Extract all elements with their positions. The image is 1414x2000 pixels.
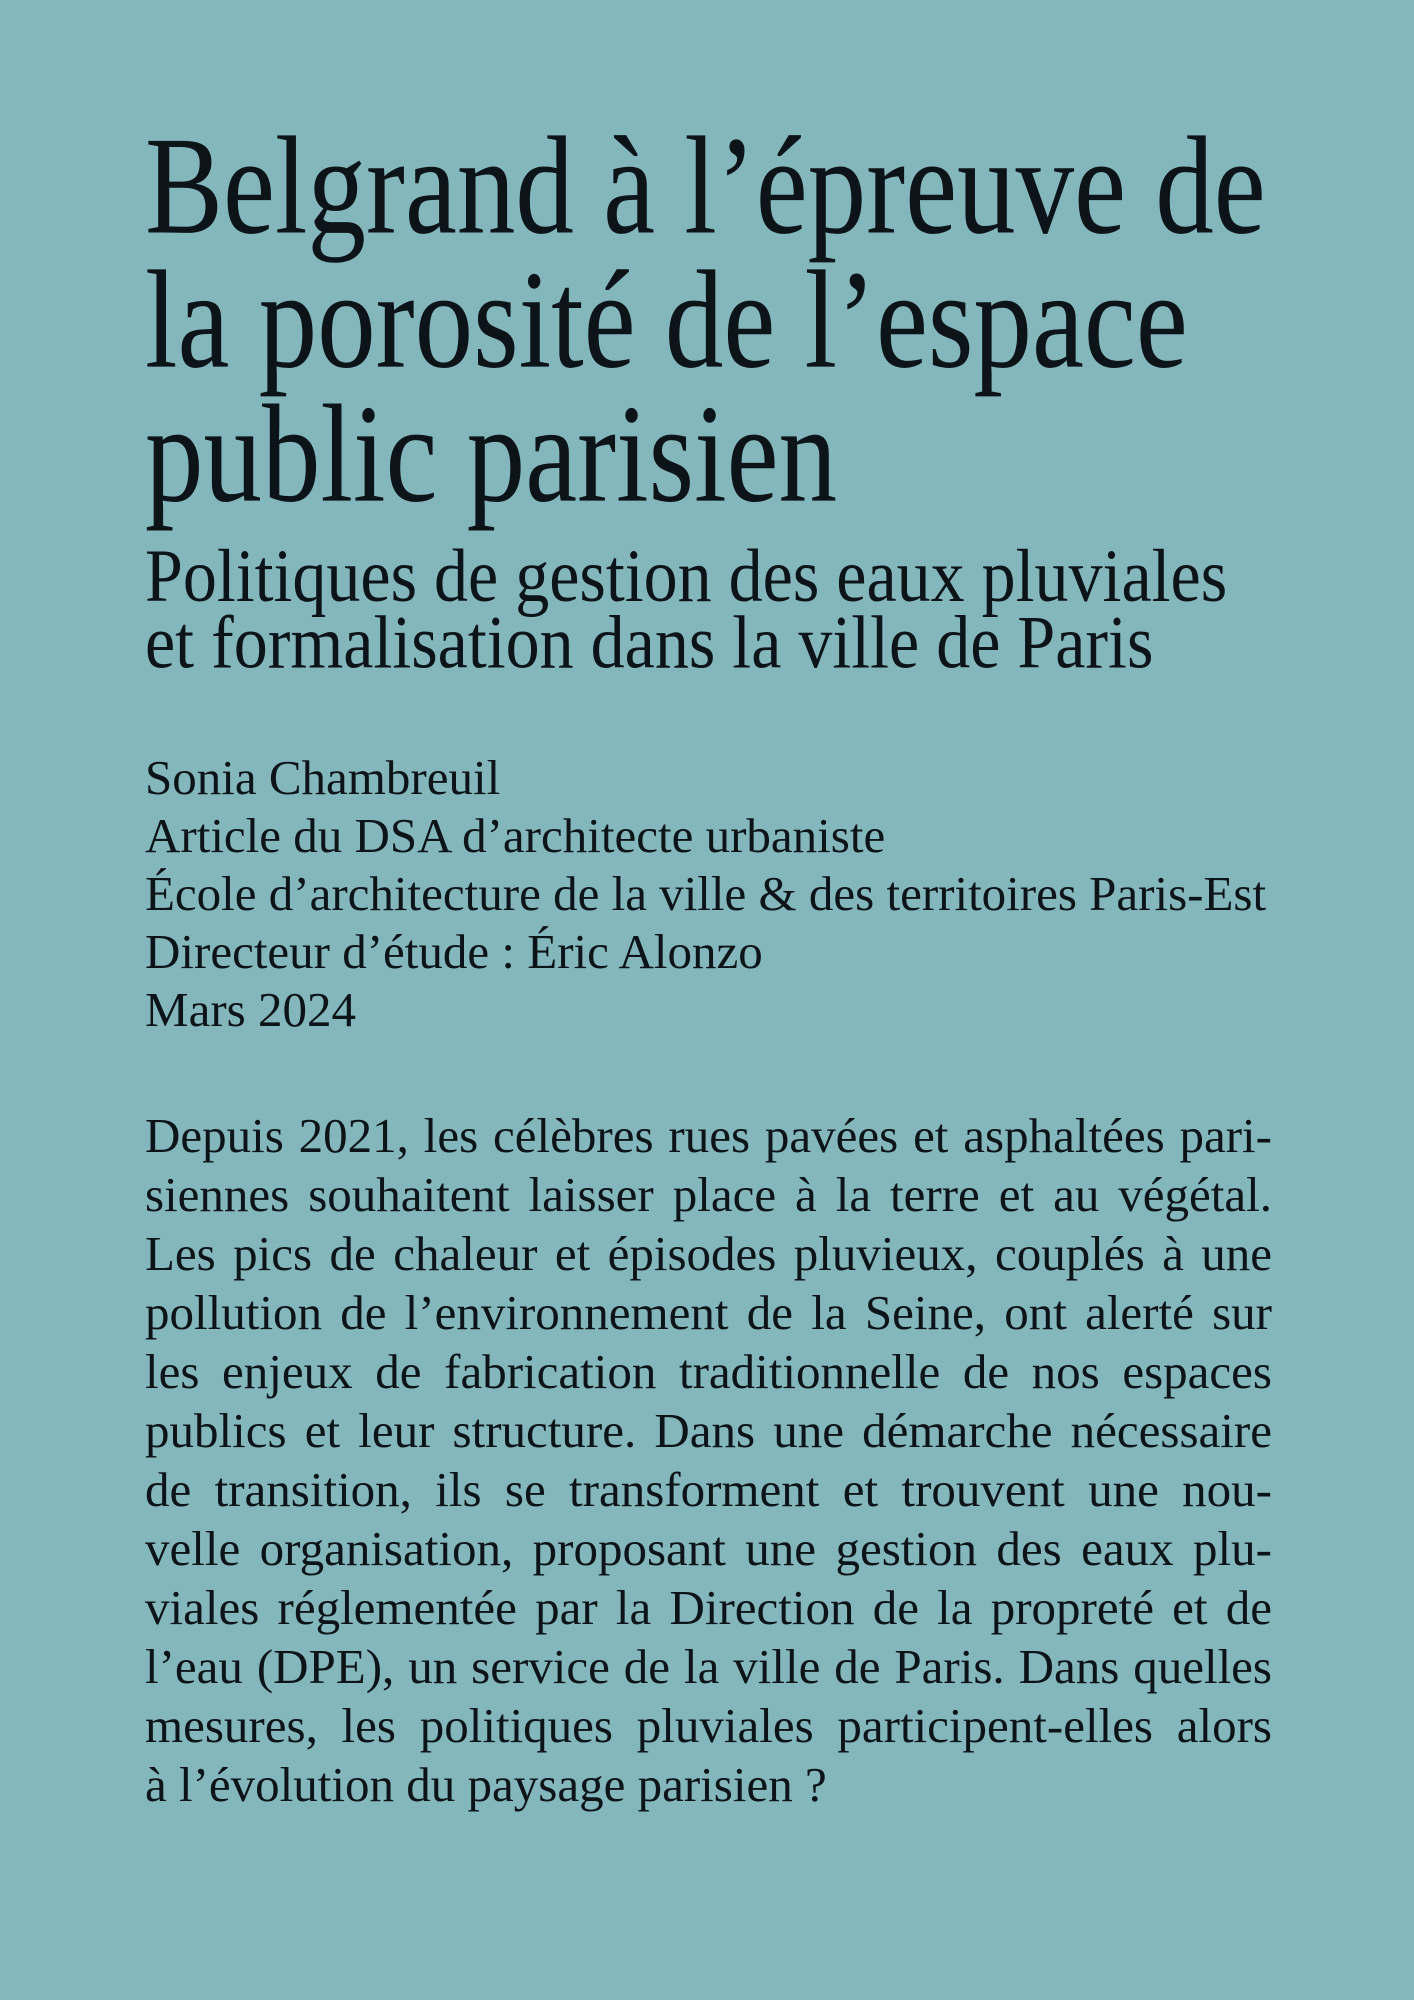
abstract-line: Les pics de chaleur et épisodes pluvieux, couplés à une — [145, 1226, 1272, 1281]
abstract-line: à l’évolution du paysage parisien ? — [145, 1757, 827, 1812]
abstract-line: pollution de l’environnement de la Seine, ont alerté sur — [145, 1285, 1272, 1340]
abstract-line: l’eau (DPE), un service de la ville de Paris. Dans quelles — [145, 1639, 1272, 1694]
abstract-line: mesures, les politiques pluviales participent-elles alors — [145, 1698, 1272, 1753]
title-line: public parisien — [145, 377, 838, 532]
title-line: la porosité de l’espace — [145, 243, 1188, 398]
author-name: Sonia Chambreuil — [145, 750, 501, 805]
abstract-line: de transition, ils se transforment et trouvent une nou- — [145, 1462, 1272, 1517]
subtitle-line: et formalisation dans la ville de Paris — [145, 599, 1154, 685]
article-subtitle — [145, 533, 1228, 685]
abstract-line: Depuis 2021, les célèbres rues pavées et asphaltées pari- — [145, 1108, 1272, 1163]
publication-date: Mars 2024 — [145, 982, 356, 1037]
abstract-line: siennes souhaitent laisser place à la terre et au végétal. — [145, 1167, 1272, 1222]
article-type: Article du DSA d’architecte urbaniste — [145, 808, 886, 863]
article-title — [145, 109, 1266, 532]
abstract-line: les enjeux de fabrication traditionnelle de nos espaces — [145, 1344, 1272, 1399]
abstract-paragraph — [145, 1106, 1272, 1814]
credits-block — [145, 749, 1266, 1039]
study-director: Directeur d’étude : Éric Alonzo — [145, 924, 763, 979]
school-name: École d’architecture de la ville & des territoires Paris-Est — [145, 866, 1267, 921]
abstract-line: velle organisation, proposant une gestion des eaux plu- — [145, 1521, 1272, 1576]
title-line: Belgrand à l’épreuve de — [145, 109, 1266, 264]
abstract-line: viales réglementée par la Direction de la propreté et de — [145, 1580, 1272, 1635]
subtitle-line: Politiques de gestion des eaux pluviales — [145, 533, 1228, 618]
abstract-line: publics et leur structure. Dans une démarche nécessaire — [145, 1403, 1272, 1458]
